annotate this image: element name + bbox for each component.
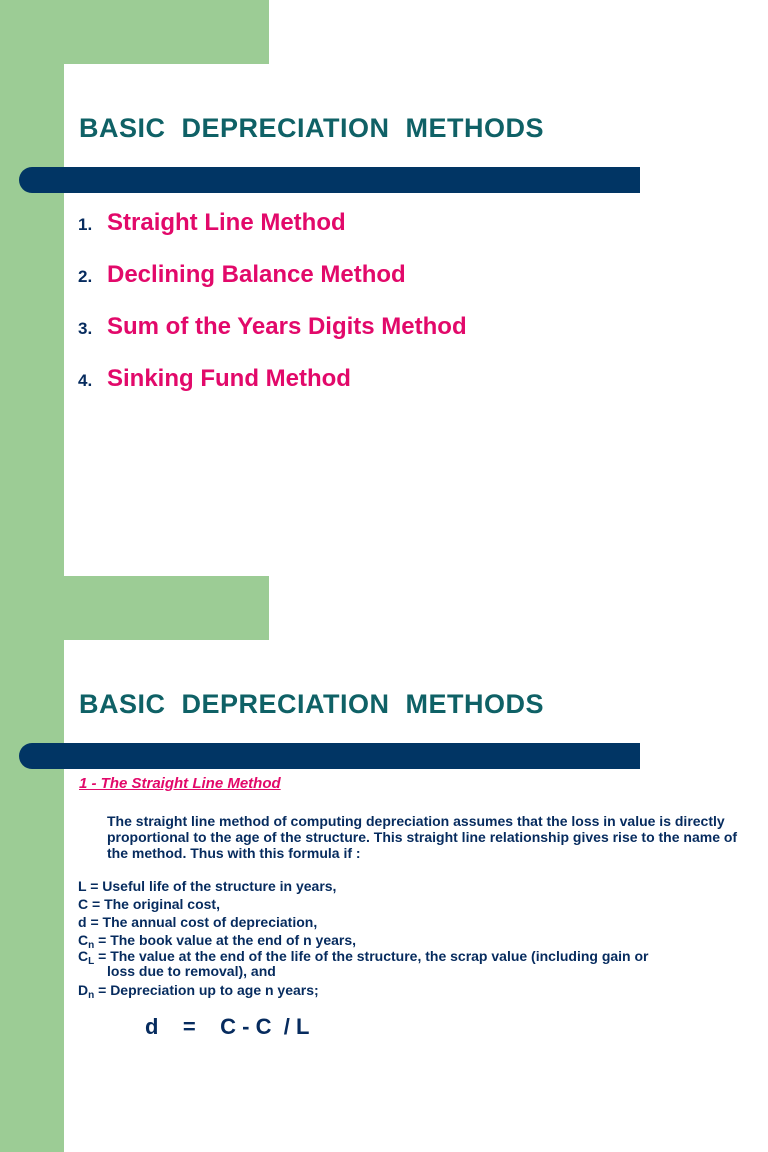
list-item <box>78 261 467 313</box>
definition-text: = The book value at the end of n years, <box>94 932 357 948</box>
definition-text: = Useful life of the structure in years, <box>86 878 337 894</box>
subscript: n <box>88 990 95 1001</box>
symbol: C <box>78 932 89 948</box>
list-item <box>78 365 467 417</box>
symbol: C <box>78 896 89 912</box>
definition-row <box>78 949 758 979</box>
list-number: 3. <box>78 319 93 338</box>
definition-continuation: loss due to removal), and <box>107 963 276 979</box>
methods-list <box>78 209 467 417</box>
formula-cutoff: d = C - C / L <box>145 1014 310 1039</box>
green-side-strip <box>0 64 64 576</box>
list-number: 1. <box>78 215 93 234</box>
symbol: d <box>78 914 87 930</box>
section-subheading: 1 - The Straight Line Method <box>79 775 281 792</box>
method-label: Sum of the Years Digits Method <box>107 313 467 340</box>
method-label: Straight Line Method <box>107 209 346 236</box>
symbol: D <box>78 982 89 998</box>
intro-paragraph: The straight line method of computing depreciation assumes that the loss in value is directly proportional to the age of the structure. This straight line relationship gives rise to the name of the method. Thus with this formula if : <box>107 813 738 861</box>
symbol: L <box>78 878 87 894</box>
list-item <box>78 313 467 365</box>
definition-text: = Depreciation up to age n years; <box>94 982 319 998</box>
title-divider-bar <box>19 167 640 193</box>
list-number: 4. <box>78 371 93 390</box>
definition-text: = The original cost, <box>88 896 220 912</box>
variable-definitions <box>78 877 758 999</box>
slide-title: BASIC DEPRECIATION METHODS <box>79 689 545 719</box>
definition-row <box>78 913 758 931</box>
green-side-strip <box>0 640 64 1152</box>
green-header-block <box>0 576 269 640</box>
definition-text: = The value at the end of the life of the structure, the scrap value (including gain or <box>94 948 649 964</box>
method-label: Declining Balance Method <box>107 261 406 288</box>
definition-row <box>78 931 758 949</box>
definition-text: = The annual cost of depreciation, <box>86 914 318 930</box>
title-divider-bar <box>19 743 640 769</box>
slide-title: BASIC DEPRECIATION METHODS <box>79 113 545 143</box>
method-label: Sinking Fund Method <box>107 365 351 392</box>
definition-row <box>78 981 758 999</box>
definition-row <box>78 895 758 913</box>
definition-row <box>78 877 758 895</box>
green-header-block <box>0 0 269 64</box>
list-number: 2. <box>78 267 93 286</box>
symbol: C <box>78 948 89 964</box>
slide-2 <box>0 576 768 1152</box>
list-item <box>78 209 467 261</box>
subscript: L <box>88 956 95 967</box>
subscript: n <box>88 940 95 951</box>
